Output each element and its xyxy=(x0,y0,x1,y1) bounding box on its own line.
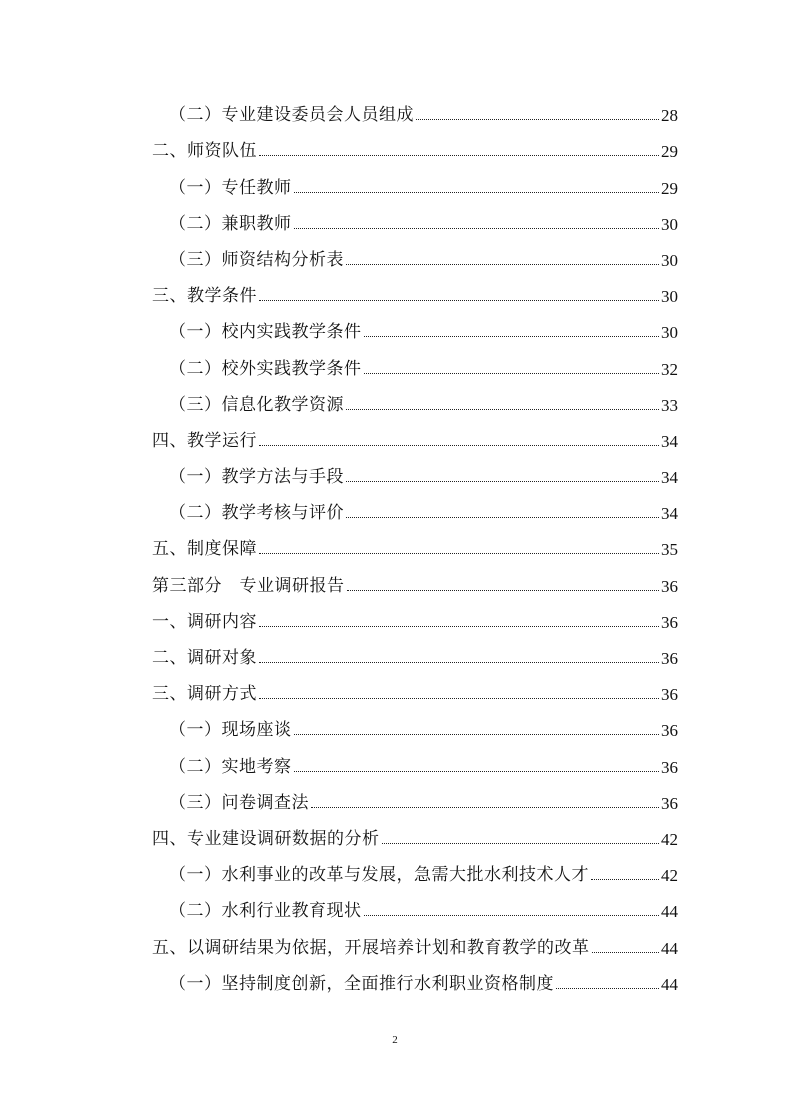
toc-entry-page: 36 xyxy=(661,721,678,741)
toc-entry[interactable] xyxy=(152,341,678,377)
dot-leader xyxy=(364,373,660,374)
toc-entry-page: 34 xyxy=(661,431,678,451)
toc-entry-page: 34 xyxy=(661,468,678,488)
toc-entry-title: 五、以调研结果为依据，开展培养计划和教育教学的改革 xyxy=(152,937,590,958)
toc-entry-title: （二）水利行业教育现状 xyxy=(169,901,362,922)
toc-entry[interactable] xyxy=(152,957,678,993)
dot-leader xyxy=(259,155,659,156)
toc-entry[interactable] xyxy=(152,558,678,594)
toc-entry-title: （三）师资结构分析表 xyxy=(169,249,344,270)
toc-entry-page: 29 xyxy=(661,178,678,198)
toc-entry-title: （一）专任教师 xyxy=(169,177,292,198)
toc-entry-page: 32 xyxy=(661,359,678,379)
toc-entry-page: 30 xyxy=(661,250,678,270)
toc-entry-title: （一）教学方法与手段 xyxy=(169,467,344,488)
toc-entry-page: 36 xyxy=(661,685,678,705)
dot-leader xyxy=(591,879,659,880)
dot-leader xyxy=(259,698,659,699)
toc-entry[interactable] xyxy=(152,160,678,196)
toc-entry-page: 30 xyxy=(661,287,678,307)
toc-entry[interactable] xyxy=(152,305,678,341)
toc-entry-title: （三）问卷调查法 xyxy=(169,792,309,813)
dot-leader xyxy=(556,988,659,989)
toc-entry-title: （二）校外实践教学条件 xyxy=(169,358,362,379)
toc-entry-title: 三、调研方式 xyxy=(152,684,257,705)
toc-entry-page: 36 xyxy=(661,649,678,668)
dot-leader xyxy=(346,409,659,410)
toc-entry-title: 五、制度保障 xyxy=(152,539,257,560)
toc-entry-title: （一）现场座谈 xyxy=(169,720,292,741)
dot-leader xyxy=(346,481,659,482)
toc-entry[interactable] xyxy=(152,667,678,703)
toc-entry[interactable] xyxy=(152,739,678,775)
toc-entry[interactable] xyxy=(152,269,678,305)
toc-entry-page: 29 xyxy=(661,142,678,162)
toc-entry-page: 36 xyxy=(661,612,678,632)
dot-leader xyxy=(416,119,659,120)
toc-entry-title: 第三部分 专业调研报告 xyxy=(152,575,345,596)
dot-leader xyxy=(294,228,660,229)
toc-entry[interactable] xyxy=(152,88,678,124)
toc-entry-title: （二）实地考察 xyxy=(169,756,292,777)
toc-entry[interactable] xyxy=(152,522,678,558)
toc-entry-title: （二）教学考核与评价 xyxy=(169,503,344,524)
toc-entry-title: 二、师资队伍 xyxy=(152,141,257,162)
toc-entry-page: 30 xyxy=(661,214,678,234)
toc-entry[interactable] xyxy=(152,197,678,233)
toc-entry-page: 42 xyxy=(661,829,678,849)
dot-leader xyxy=(382,843,660,844)
dot-leader xyxy=(311,807,659,808)
dot-leader xyxy=(364,336,660,337)
toc-entry-page: 30 xyxy=(661,323,678,343)
toc-entry[interactable] xyxy=(152,884,678,920)
table-of-contents xyxy=(152,88,678,993)
toc-entry-page: 44 xyxy=(661,974,678,994)
dot-leader xyxy=(259,553,659,554)
dot-leader xyxy=(259,662,659,663)
toc-entry-page: 33 xyxy=(661,395,678,415)
dot-leader xyxy=(294,734,660,735)
toc-entry[interactable] xyxy=(152,233,678,269)
toc-entry-title: 四、教学运行 xyxy=(152,430,257,451)
toc-entry-title: （二）兼职教师 xyxy=(169,213,292,234)
toc-entry-page: 34 xyxy=(661,504,678,524)
toc-entry-page: 44 xyxy=(661,938,678,958)
toc-entry-title: （二）专业建设委员会人员组成 xyxy=(169,105,414,126)
toc-entry[interactable] xyxy=(152,920,678,956)
toc-entry[interactable] xyxy=(152,414,678,450)
dot-leader xyxy=(346,264,659,265)
page-number: 2 xyxy=(392,1034,398,1046)
toc-entry[interactable] xyxy=(152,486,678,522)
toc-entry-title: （一）坚持制度创新，全面推行水利职业资格制度 xyxy=(169,973,554,994)
toc-entry[interactable] xyxy=(152,595,678,631)
toc-entry-page: 35 xyxy=(661,540,678,560)
toc-entry-title: 一、调研内容 xyxy=(152,611,257,632)
toc-entry-page: 36 xyxy=(661,757,678,777)
dot-leader xyxy=(259,300,659,301)
dot-leader xyxy=(259,626,659,627)
toc-entry[interactable] xyxy=(152,378,678,414)
dot-leader xyxy=(346,517,659,518)
toc-entry[interactable] xyxy=(152,812,678,848)
toc-entry-title: 二、调研对象 xyxy=(152,648,257,668)
toc-entry-title: 四、专业建设调研数据的分析 xyxy=(152,828,380,849)
toc-entry-title: （三）信息化教学资源 xyxy=(169,394,344,415)
toc-entry[interactable] xyxy=(152,703,678,739)
dot-leader xyxy=(347,590,660,591)
toc-entry[interactable] xyxy=(152,631,678,667)
toc-entry[interactable] xyxy=(152,124,678,160)
toc-entry[interactable] xyxy=(152,848,678,884)
toc-entry-title: （一）校内实践教学条件 xyxy=(169,322,362,343)
toc-entry-title: （一）水利事业的改革与发展，急需大批水利技术人才 xyxy=(169,865,589,886)
dot-leader xyxy=(294,192,660,193)
toc-entry-page: 36 xyxy=(661,793,678,813)
toc-entry-title: 三、教学条件 xyxy=(152,286,257,307)
toc-entry-page: 36 xyxy=(661,576,678,596)
toc-entry-page: 42 xyxy=(661,866,678,886)
dot-leader xyxy=(259,445,659,446)
toc-entry[interactable] xyxy=(152,776,678,812)
toc-entry[interactable] xyxy=(152,450,678,486)
dot-leader xyxy=(592,952,660,953)
dot-leader xyxy=(294,771,660,772)
toc-entry-page: 28 xyxy=(661,106,678,126)
dot-leader xyxy=(364,915,660,916)
toc-entry-page: 44 xyxy=(661,902,678,922)
